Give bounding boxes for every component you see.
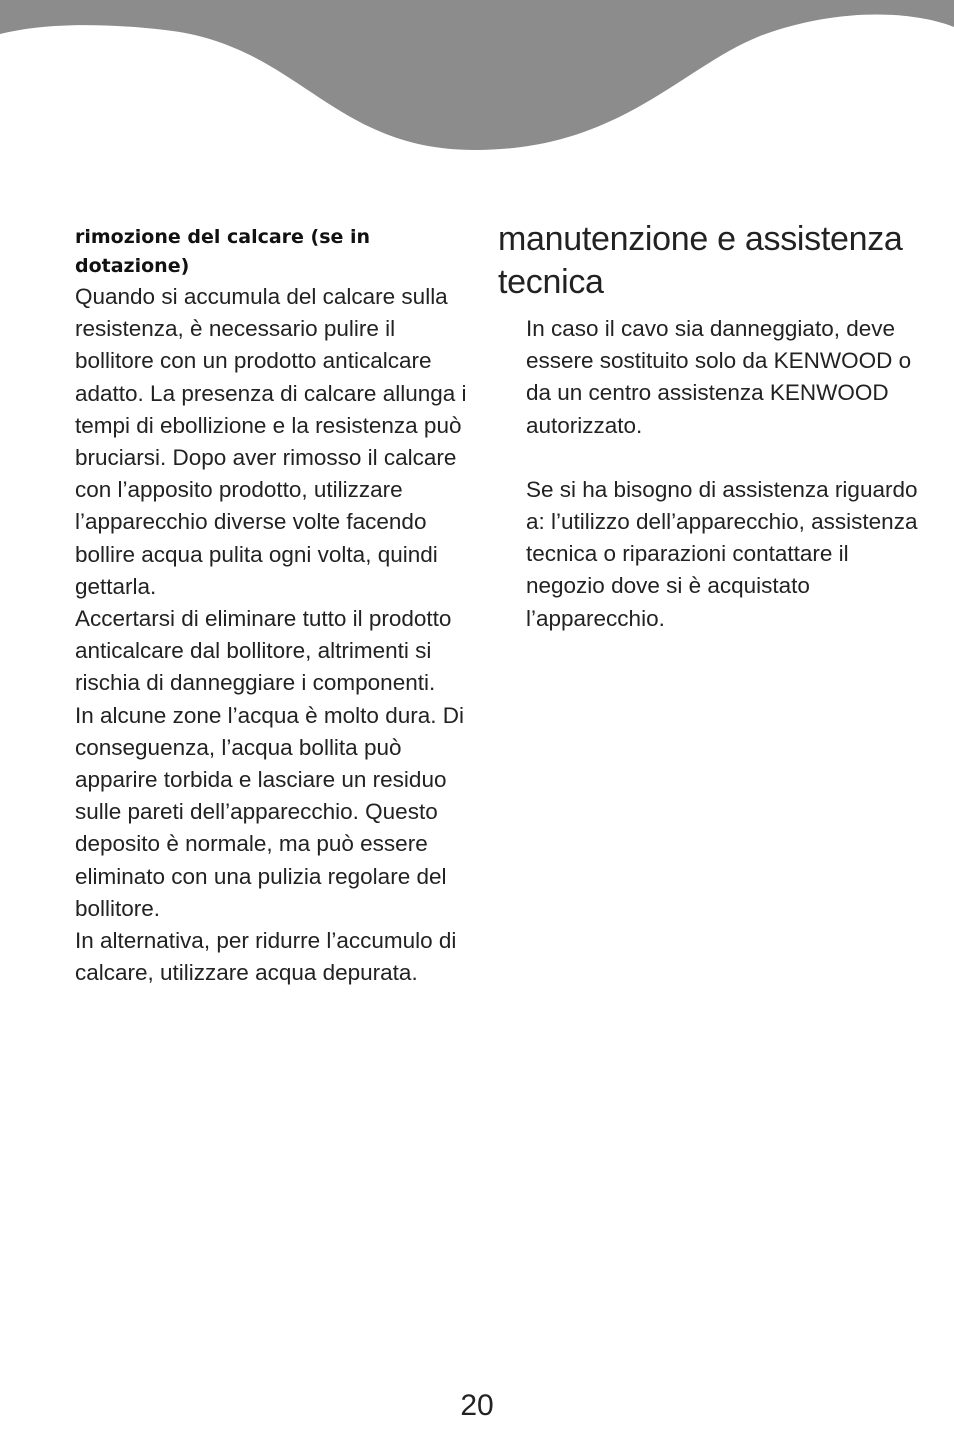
cable-damage-paragraph: In caso il cavo sia danneggiato, deve essere sostituito solo da KENWOOD o da un centro assistenza KENWOOD autorizzato.	[526, 316, 912, 438]
page-number: 20	[460, 1389, 494, 1422]
maintenance-body	[526, 313, 928, 635]
header-wave-shape	[0, 0, 954, 150]
descaling-paragraph-1: Quando si accumula del calcare sulla resistenza, è necessario pulire il bollitore con un prodotto anticalcare adatto. La presenza di calcare allunga i tempi di ebollizione e la resistenza può bruciarsi. Dopo aver rimosso il calcare con l’apposito prodotto, utilizzare l’apparecchio diverse volte facendo bollire acqua pulita ogni volta, quindi gettarla.	[75, 284, 467, 599]
descaling-paragraph-4: In alternativa, per ridurre l’accumulo di calcare, utilizzare acqua depurata.	[75, 928, 457, 986]
maintenance-title: manutenzione e assistenza tecnica	[498, 220, 903, 301]
descaling-paragraph-2: Accertarsi di eliminare tutto il prodotto anticalcare dal bollitore, altrimenti si rischia di danneggiare i componenti.	[75, 606, 452, 696]
header-wave-band	[0, 0, 954, 160]
assistance-paragraph: Se si ha bisogno di assistenza riguardo a: l’utilizzo dell’apparecchio, assistenza tecnica o riparazioni contattare il negozio dove si è acquistato l’apparecchio.	[526, 476, 918, 631]
left-column	[75, 223, 470, 989]
right-column	[498, 218, 928, 635]
descaling-heading: rimozione del calcare (se in dotazione)	[75, 226, 371, 277]
descaling-paragraph-3: In alcune zone l’acqua è molto dura. Di conseguenza, l’acqua bollita può apparire torbida e lasciare un residuo sulle pareti dell’apparecchio. Questo deposito è normale, ma può essere eliminato con una pulizia regolare del bollitore.	[75, 702, 464, 921]
